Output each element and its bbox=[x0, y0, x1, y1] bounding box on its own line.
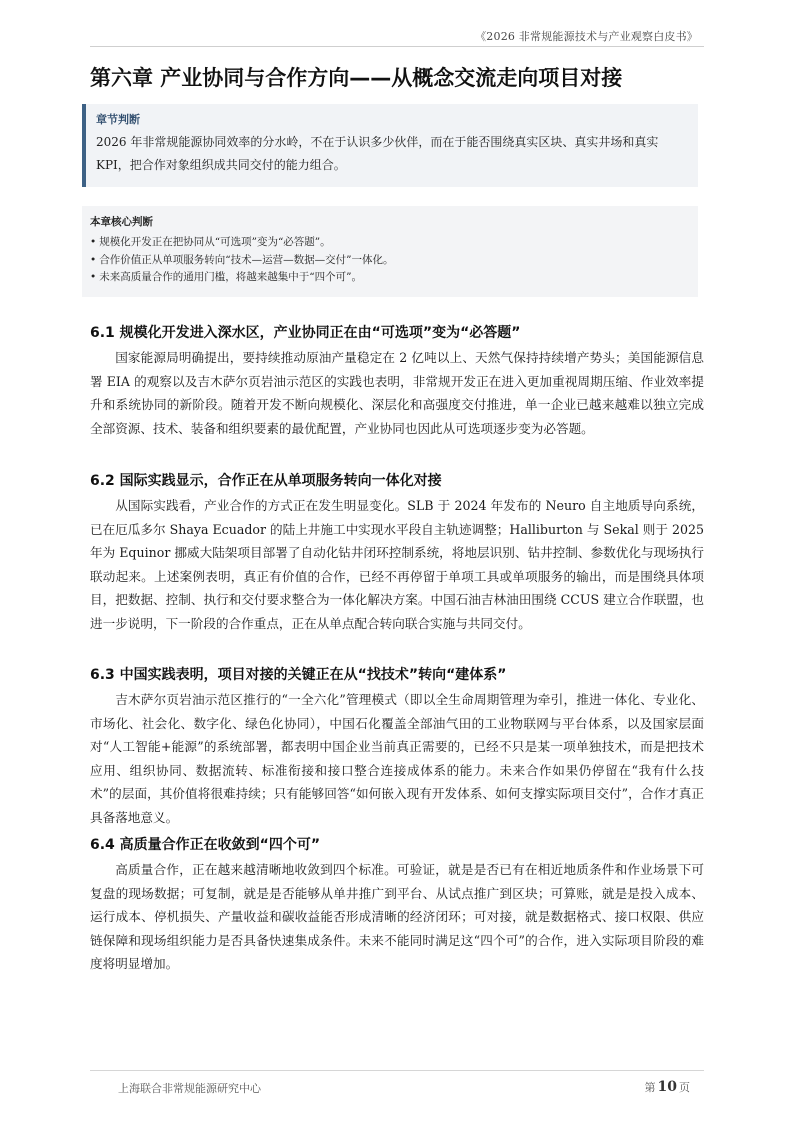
chapter-judgement-box bbox=[82, 104, 698, 187]
section-heading: 6.4 高质量合作正在收敛到“四个可” bbox=[90, 837, 321, 853]
section-heading: 6.2 国际实践显示，合作正在从单项服务转向一体化对接 bbox=[90, 473, 442, 489]
core-judgement-item: • 合作价值正从单项服务转向“技术—运营—数据—交付”一体化。 bbox=[90, 252, 688, 270]
section-6-2 bbox=[90, 470, 704, 636]
section-heading: 6.3 中国实践表明，项目对接的关键正在从“找技术”转向“建体系” bbox=[90, 667, 507, 683]
footer-divider bbox=[90, 1070, 704, 1071]
chapter-judgement-label: 章节判断 bbox=[96, 113, 140, 126]
footer-organization: 上海联合非常规能源研究中心 bbox=[118, 1082, 261, 1095]
section-heading: 6.1 规模化开发进入深水区，产业协同正在由“可选项”变为“必答题” bbox=[90, 325, 521, 341]
page-suffix: 页 bbox=[679, 1081, 690, 1094]
chapter-judgement-text: 2026 年非常规能源协同效率的分水岭，不在于认识多少伙伴，而在于能否围绕真实区块、真实井场和真实 KPI，把合作对象组织成共同交付的能力组合。 bbox=[96, 135, 659, 172]
section-6-4 bbox=[90, 834, 704, 976]
core-judgement-item: • 未来高质量合作的通用门槛，将越来越集中于“四个可”。 bbox=[90, 269, 688, 287]
section-body: 高质量合作，正在越来越清晰地收敛到四个标准。可验证，就是是否已有在相近地质条件和作业场景下可复盘的现场数据；可复制，就是是否能够从单井推广到平台、从试点推广到区块；可算账，就是是投入成本、运行成本、停机损失、产量收益和碳收益能否形成清晰的经济闭环；可对接，就是数据格式、接口权限、供应链保障和现场组织能力是否具备快速集成条件。未来不能同时满足这“四个可”的合作，进入实际项目阶段的难度将明显增加。 bbox=[90, 862, 704, 972]
chapter-title: 第六章 产业协同与合作方向——从概念交流走向项目对接 bbox=[90, 66, 623, 90]
section-6-3 bbox=[90, 664, 704, 830]
core-judgements-label: 本章核心判断 bbox=[90, 216, 153, 228]
page-number-value: 10 bbox=[657, 1079, 677, 1095]
page-number bbox=[645, 1079, 690, 1095]
page-prefix: 第 bbox=[644, 1081, 656, 1094]
core-judgements-box bbox=[82, 206, 698, 297]
core-judgement-item: • 规模化开发正在把协同从“可选项”变为“必答题”。 bbox=[90, 234, 688, 252]
running-header-title: 《2026 非常规能源技术与产业观察白皮书》 bbox=[475, 30, 698, 43]
section-body: 吉木萨尔页岩油示范区推行的“一全六化”管理模式（即以全生命周期管理为牵引，推进一体化、专业化、市场化、社会化、数字化、绿色化协同），中国石化覆盖全部油气田的工业物联网与平台体系，以及国家层面对“人工智能+能源”的系统部署，都表明中国企业当前真正需要的，已经不只是某一项单独技术，而是把技术应用、组织协同、数据流转、标准衔接和接口整合连接成体系的能力。未来合作如果仍停留在“我有什么技术”的层面，其价值将很难持续；只有能够回答“如何嵌入现有开发体系、如何支撑实际项目交付”，合作才真正具备落地意义。 bbox=[90, 692, 704, 825]
header-divider bbox=[90, 46, 704, 47]
section-body: 从国际实践看，产业合作的方式正在发生明显变化。SLB 于 2024 年发布的 Neuro 自主地质导向系统，已在厄瓜多尔 Shaya Ecuador 的陆上井施工中实现水平段自主轨迹调整；Halliburton 与 Sekal 则于 2025 年为 Equinor 挪威大陆架项目部署了自动化钻井闭环控制系统，将地层识别、钻井控制、参数优化与现场执行联动起来。上述案例表明，真正有价值的合作，已经不再停留于单项工具或单项服务的输出，而是围绕具体项目，把数据、控制、执行和交付要求整合为一体化解决方案。中国石油吉林油田围绕 CCUS 建立合作联盟，也进一步说明，下一阶段的合作重点，正在从单点配合转向联合实施与共同交付。 bbox=[90, 498, 704, 631]
section-body: 国家能源局明确提出，要持续推动原油产量稳定在 2 亿吨以上、天然气保持持续增产势头；美国能源信息署 EIA 的观察以及吉木萨尔页岩油示范区的实践也表明，非常规开发正在进入更加重视周期压缩、作业效率提升和系统协同的新阶段。随着开发不断向规模化、深层化和高强度交付推进，单一企业已越来越难以独立完成全部资源、技术、装备和组织要素的最优配置，产业协同也因此从可选项逐步变为必答题。 bbox=[90, 350, 704, 436]
section-6-1 bbox=[90, 322, 704, 440]
